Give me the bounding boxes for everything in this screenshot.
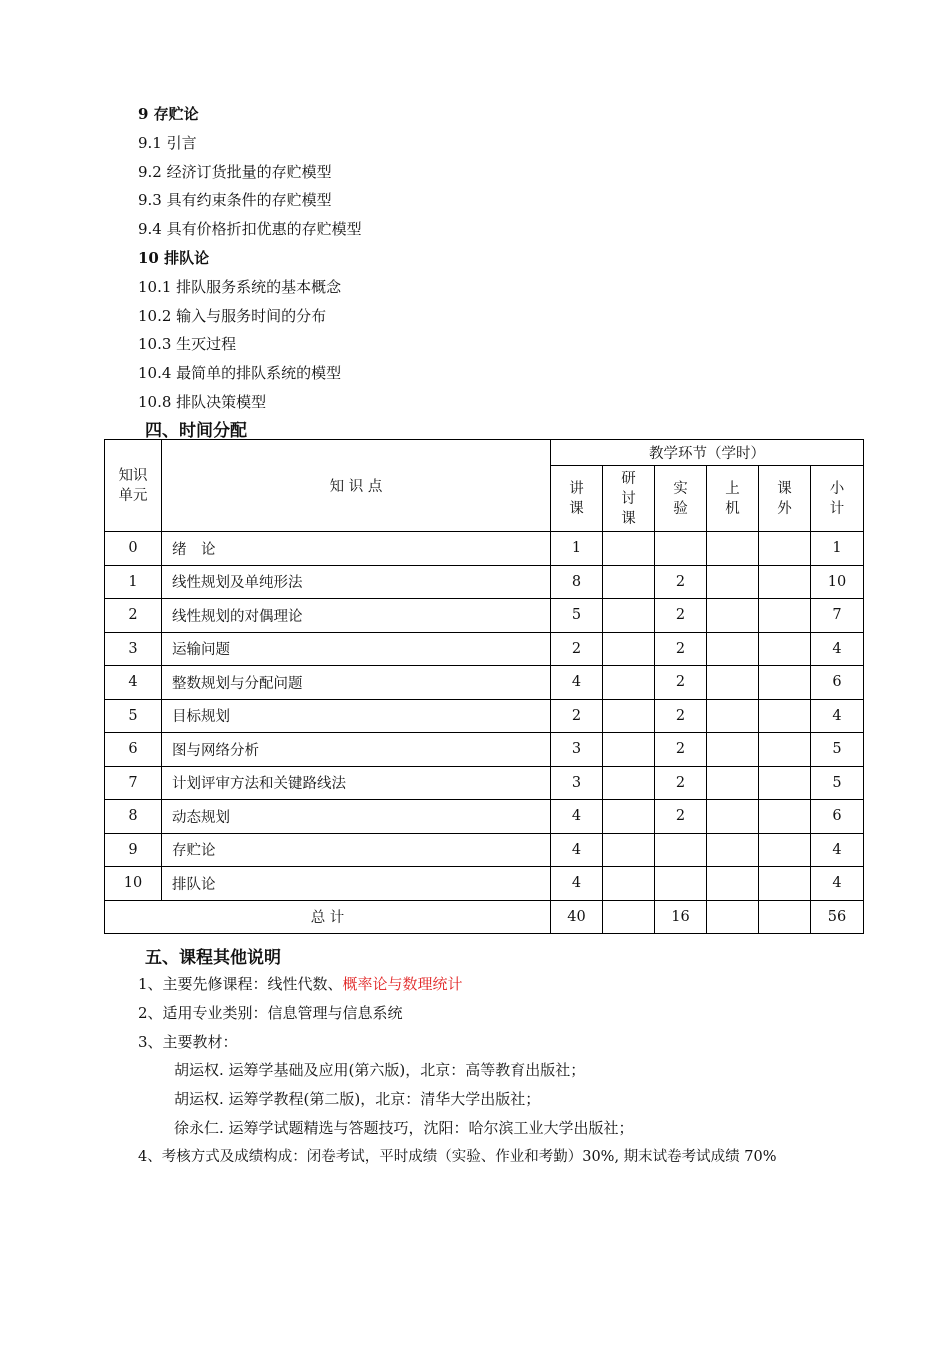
hours-cell: 2 bbox=[655, 733, 707, 767]
outline-item: 9.3 具有约束条件的存贮模型 bbox=[138, 191, 332, 210]
hours-cell: 4 bbox=[551, 867, 603, 901]
unit-cell: 9 bbox=[105, 833, 162, 867]
hours-cell: 6 bbox=[811, 800, 864, 834]
hours-cell bbox=[707, 833, 759, 867]
knowledge-point-cell: 计划评审方法和关键路线法 bbox=[162, 766, 551, 800]
hours-cell bbox=[707, 599, 759, 633]
unit-header-line: 知识 bbox=[118, 467, 148, 484]
table-row bbox=[105, 766, 864, 800]
knowledge-point-cell: 动态规划 bbox=[162, 800, 551, 834]
hours-cell: 2 bbox=[551, 632, 603, 666]
table-row bbox=[105, 699, 864, 733]
note-textbooks-label: 3、主要教材： bbox=[138, 1032, 238, 1051]
hours-cell bbox=[603, 800, 655, 834]
hours-cell bbox=[655, 833, 707, 867]
hours-cell bbox=[707, 800, 759, 834]
knowledge-point-cell: 整数规划与分配问题 bbox=[162, 666, 551, 700]
section-title-other-notes: 五、课程其他说明 bbox=[145, 948, 281, 968]
sub-header-char: 课 bbox=[621, 510, 636, 527]
outline-item: 10.1 排队服务系统的基本概念 bbox=[138, 277, 342, 296]
outline-chapter-heading: 10 排队论 bbox=[138, 248, 210, 267]
hours-cell bbox=[603, 565, 655, 599]
unit-cell: 7 bbox=[105, 766, 162, 800]
table-row bbox=[105, 599, 864, 633]
outline-item: 10.4 最简单的排队系统的模型 bbox=[138, 364, 342, 383]
knowledge-point-cell: 运输问题 bbox=[162, 632, 551, 666]
total-hours-cell bbox=[759, 900, 811, 934]
hours-cell: 4 bbox=[811, 632, 864, 666]
unit-cell: 0 bbox=[105, 532, 162, 566]
note-major: 2、适用专业类别：信息管理与信息系统 bbox=[138, 1003, 403, 1022]
sub-header-char: 小 bbox=[829, 480, 845, 497]
hours-cell bbox=[759, 599, 811, 633]
unit-cell: 1 bbox=[105, 565, 162, 599]
hours-cell bbox=[759, 833, 811, 867]
knowledge-point-cell: 图与网络分析 bbox=[162, 733, 551, 767]
table-row bbox=[105, 867, 864, 901]
hours-cell bbox=[759, 666, 811, 700]
textbook-item: 胡运权. 运筹学教程(第二版)，北京：清华大学出版社； bbox=[174, 1090, 541, 1109]
table-row bbox=[105, 565, 864, 599]
unit-cell: 10 bbox=[105, 867, 162, 901]
unit-cell: 8 bbox=[105, 800, 162, 834]
header-unit bbox=[105, 440, 162, 532]
unit-cell: 5 bbox=[105, 699, 162, 733]
hours-cell bbox=[707, 867, 759, 901]
outline-item: 10.2 输入与服务时间的分布 bbox=[138, 306, 327, 325]
sub-header-cell bbox=[707, 466, 759, 532]
sub-header-char: 外 bbox=[777, 500, 792, 517]
hours-cell bbox=[759, 766, 811, 800]
knowledge-point-cell: 绪 论 bbox=[162, 532, 551, 566]
knowledge-point-cell: 目标规划 bbox=[162, 699, 551, 733]
hours-cell bbox=[707, 766, 759, 800]
time-allocation-table bbox=[104, 439, 864, 934]
hours-cell: 2 bbox=[655, 632, 707, 666]
hours-cell bbox=[759, 565, 811, 599]
hours-cell bbox=[707, 632, 759, 666]
hours-cell: 8 bbox=[551, 565, 603, 599]
header-knowledge-point: 知 识 点 bbox=[162, 440, 551, 532]
hours-cell bbox=[603, 632, 655, 666]
hours-cell: 2 bbox=[655, 699, 707, 733]
unit-cell: 3 bbox=[105, 632, 162, 666]
hours-cell bbox=[655, 532, 707, 566]
table-row bbox=[105, 666, 864, 700]
hours-cell: 1 bbox=[551, 532, 603, 566]
hours-cell: 3 bbox=[551, 733, 603, 767]
total-hours-cell: 56 bbox=[811, 900, 864, 934]
sub-header-char: 研 bbox=[621, 470, 636, 487]
sub-header-char: 讨 bbox=[621, 490, 636, 507]
table-row bbox=[105, 632, 864, 666]
hours-cell: 2 bbox=[655, 666, 707, 700]
sub-header-char: 课 bbox=[569, 500, 584, 517]
hours-cell bbox=[655, 867, 707, 901]
hours-cell: 5 bbox=[811, 733, 864, 767]
total-label: 总 计 bbox=[105, 900, 551, 934]
total-hours-cell bbox=[707, 900, 759, 934]
hours-cell: 4 bbox=[811, 833, 864, 867]
hours-cell bbox=[759, 632, 811, 666]
hours-cell: 4 bbox=[551, 666, 603, 700]
hours-cell bbox=[759, 800, 811, 834]
knowledge-point-cell: 线性规划的对偶理论 bbox=[162, 599, 551, 633]
sub-header-cell bbox=[759, 466, 811, 532]
syllabus-outline bbox=[138, 100, 838, 417]
hours-cell: 2 bbox=[655, 800, 707, 834]
hours-cell bbox=[759, 867, 811, 901]
outline-item: 9.1 引言 bbox=[138, 133, 197, 152]
hours-cell bbox=[603, 666, 655, 700]
total-row bbox=[105, 900, 864, 934]
hours-cell bbox=[603, 532, 655, 566]
hours-cell: 5 bbox=[811, 766, 864, 800]
hours-cell bbox=[603, 733, 655, 767]
hours-cell bbox=[603, 599, 655, 633]
hours-cell: 2 bbox=[551, 699, 603, 733]
prerequisite-highlight: 概率论与数理统计 bbox=[342, 975, 463, 993]
hours-cell: 7 bbox=[811, 599, 864, 633]
hours-cell bbox=[759, 699, 811, 733]
textbook-item: 胡运权. 运筹学基础及应用(第六版)，北京：高等教育出版社； bbox=[174, 1061, 586, 1080]
hours-cell: 5 bbox=[551, 599, 603, 633]
table-row bbox=[105, 532, 864, 566]
hours-cell bbox=[759, 532, 811, 566]
outline-item: 9.4 具有价格折扣优惠的存贮模型 bbox=[138, 220, 362, 239]
sub-header-char: 上 bbox=[725, 480, 740, 497]
header-teaching-segment: 教学环节（学时） bbox=[551, 440, 864, 466]
hours-cell: 10 bbox=[811, 565, 864, 599]
outline-item: 10.8 排队决策模型 bbox=[138, 392, 267, 411]
sub-header-cell bbox=[655, 466, 707, 532]
hours-cell: 4 bbox=[811, 867, 864, 901]
hours-cell bbox=[603, 867, 655, 901]
sub-header-char: 课 bbox=[777, 480, 792, 497]
unit-cell: 6 bbox=[105, 733, 162, 767]
hours-cell: 1 bbox=[811, 532, 864, 566]
hours-cell: 2 bbox=[655, 766, 707, 800]
sub-header-char: 讲 bbox=[569, 480, 584, 497]
hours-cell bbox=[603, 699, 655, 733]
hours-cell: 4 bbox=[551, 833, 603, 867]
knowledge-point-cell: 排队论 bbox=[162, 867, 551, 901]
unit-header-line: 单元 bbox=[118, 487, 148, 504]
hours-cell bbox=[603, 833, 655, 867]
outline-item: 9.2 经济订货批量的存贮模型 bbox=[138, 162, 332, 181]
outline-item: 10.3 生灭过程 bbox=[138, 335, 237, 354]
hours-cell: 4 bbox=[551, 800, 603, 834]
total-hours-cell: 40 bbox=[551, 900, 603, 934]
hours-cell bbox=[603, 766, 655, 800]
hours-cell bbox=[707, 532, 759, 566]
outline-chapter-heading: 9 存贮论 bbox=[138, 105, 199, 123]
course-notes bbox=[138, 970, 898, 1172]
knowledge-point-cell: 线性规划及单纯形法 bbox=[162, 565, 551, 599]
sub-header-cell bbox=[551, 466, 603, 532]
textbook-item: 徐永仁. 运筹学试题精选与答题技巧，沈阳：哈尔滨工业大学出版社； bbox=[174, 1118, 634, 1137]
note-prerequisites: 1、主要先修课程：线性代数、概率论与数理统计 bbox=[138, 975, 463, 993]
sub-header-char: 机 bbox=[725, 500, 740, 517]
hours-cell bbox=[707, 666, 759, 700]
knowledge-point-cell: 存贮论 bbox=[162, 833, 551, 867]
table-row bbox=[105, 733, 864, 767]
sub-header-char: 计 bbox=[829, 500, 845, 517]
note-assessment: 4、考核方式及成绩构成：闭卷考试，平时成绩（实验、作业和考勤）30%, 期末试卷考试成绩 70% bbox=[138, 1148, 777, 1165]
hours-cell bbox=[707, 699, 759, 733]
hours-cell bbox=[759, 733, 811, 767]
hours-cell: 6 bbox=[811, 666, 864, 700]
total-hours-cell: 16 bbox=[655, 900, 707, 934]
sub-header-cell bbox=[811, 466, 864, 532]
unit-cell: 2 bbox=[105, 599, 162, 633]
hours-cell: 2 bbox=[655, 599, 707, 633]
unit-cell: 4 bbox=[105, 666, 162, 700]
sub-header-char: 实 bbox=[673, 480, 688, 497]
table-row bbox=[105, 833, 864, 867]
hours-cell bbox=[707, 733, 759, 767]
hours-cell bbox=[707, 565, 759, 599]
hours-cell: 2 bbox=[655, 565, 707, 599]
hours-cell: 3 bbox=[551, 766, 603, 800]
table-row bbox=[105, 800, 864, 834]
hours-cell: 4 bbox=[811, 699, 864, 733]
sub-header-char: 验 bbox=[673, 500, 688, 517]
sub-header-cell bbox=[603, 466, 655, 532]
section-title-time-allocation: 四、时间分配 bbox=[145, 421, 247, 441]
total-hours-cell bbox=[603, 900, 655, 934]
